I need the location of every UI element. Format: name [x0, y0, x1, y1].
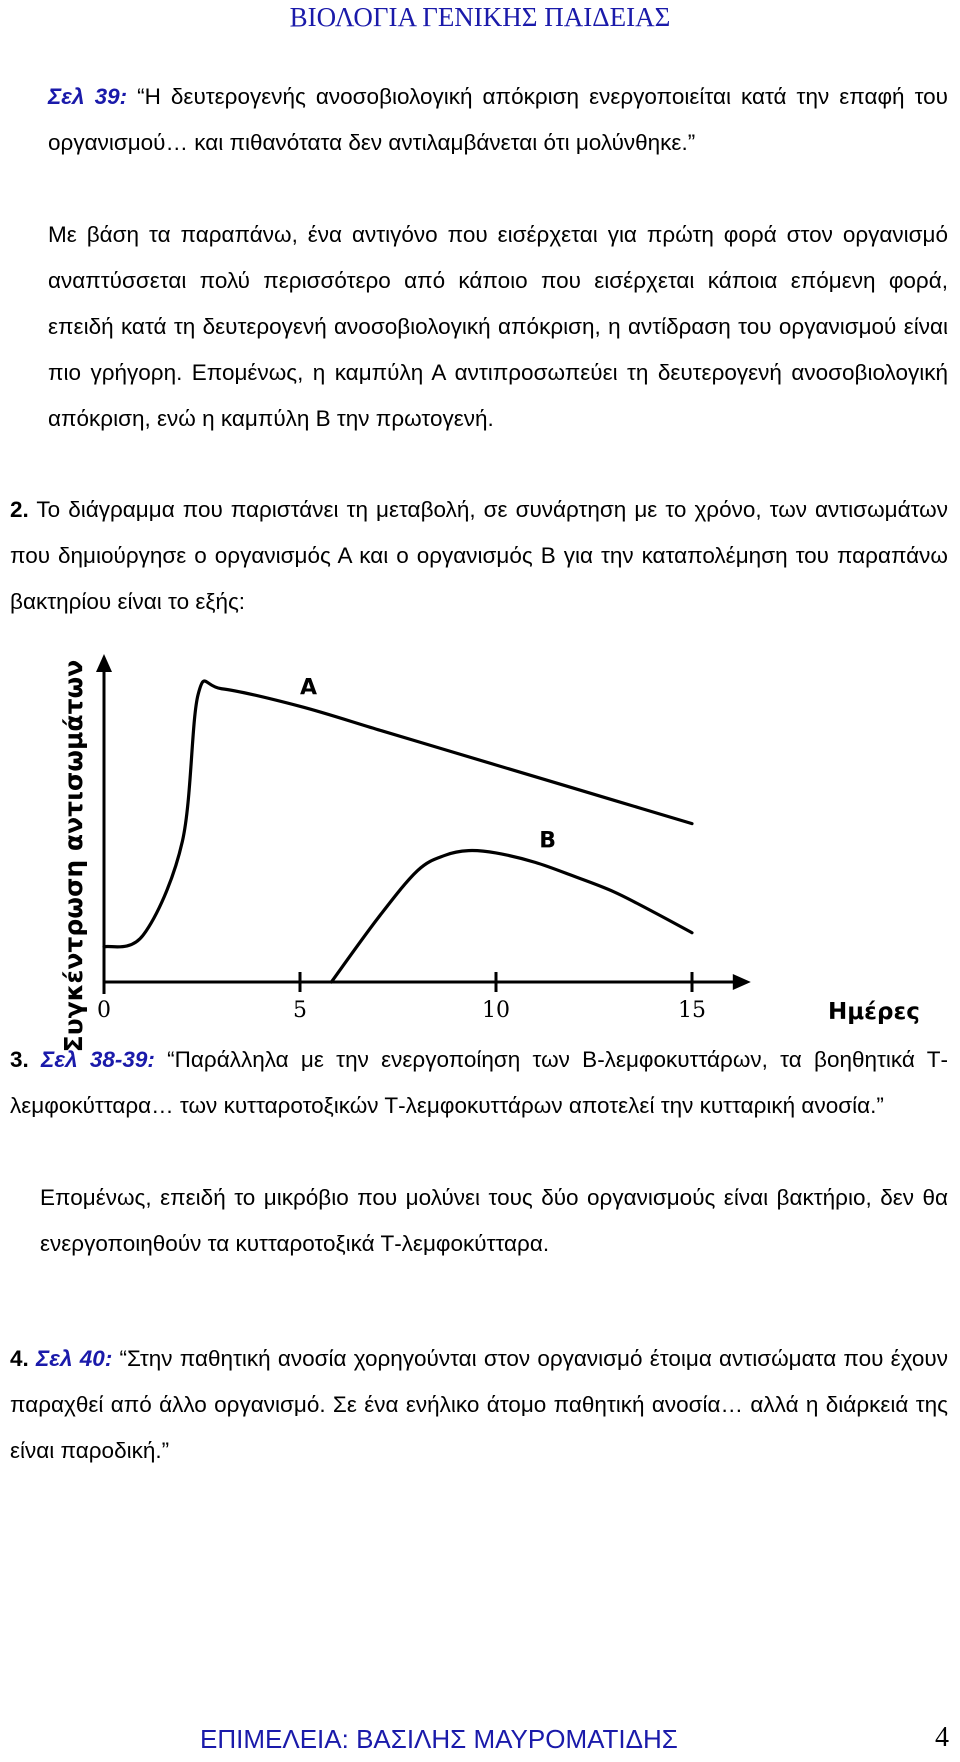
quote-text: “Στην παθητική ανοσία χορηγούνται στον οργανισμό έτοιμα αντισώματα που έχουν παραχθεί από άλλο οργανισμό. Σε ένα ενήλικο άτομο παθητική ανοσία… αλλά η διάρκειά της είναι παροδική.” [10, 1346, 948, 1463]
chart-series [104, 675, 692, 982]
chart-axes [96, 654, 751, 994]
quote-text: “Παράλληλα με την ενεργοποίηση των Β-λεμφοκυττάρων, τα βοηθητικά Τ-λεμφοκύτταρα… των κυτταροτοξικών Τ-λεμφοκυττάρων αποτελεί την κυτταρική ανοσία.” [10, 1047, 948, 1118]
x-axis-arrow [733, 974, 751, 990]
answer-text: Το διάγραμμα που παριστάνει τη μεταβολή, σε συνάρτηση με το χρόνο, των αντισωμάτων που δημιούργησε ο οργανισμός Α και ο οργανισμός Β για την καταπολέμηση του παραπάνω βακτηρίου είναι το εξής: [10, 497, 948, 614]
chart-ticks [97, 972, 706, 1023]
x-tick-label: 0 [97, 998, 111, 1023]
x-axis-label: Ημέρες [828, 999, 920, 1025]
page-reference: Σελ 39: [48, 84, 128, 109]
series-label-b: Β [539, 828, 556, 854]
series-label-a: Α [300, 675, 318, 701]
quote-text: “Η δευτερογενής ανοσοβιολογική απόκριση ενεργοποιείται κατά την επαφή του οργανισμού… και πιθανότατα δεν αντιλαμβάνεται ότι μολύνθηκε.” [48, 84, 948, 155]
item-number: 2. [10, 497, 29, 522]
explanation-paragraph: Με βάση τα παραπάνω, ένα αντιγόνο που εισέρχεται για πρώτη φορά στον οργανισμό αναπτύσσεται πολύ περισσότερο από κάποιο που εισέρχεται κάποια επόμενη φορά, επειδή κατά τη δευτερογενή ανοσοβιολογική απόκριση, η αντίδραση του οργανισμού είναι πιο γρήγορη. Επομένως, η καμπύλη Α αντιπροσωπεύει τη δευτερογενή ανοσοβιολογική απόκριση, ενώ η καμπύλη Β την πρωτογενή. [48, 222, 948, 431]
answer-3-paragraph [10, 1037, 948, 1129]
answer-2-paragraph [10, 487, 948, 625]
item-number: 4. [10, 1346, 29, 1371]
y-axis-arrow [96, 654, 112, 672]
page-reference: Σελ 38-39: [41, 1047, 155, 1072]
x-tick-label: 5 [293, 998, 307, 1023]
series-line-a [104, 681, 692, 947]
x-tick-label: 15 [678, 998, 706, 1023]
quote-paragraph-1 [48, 74, 948, 166]
page-number: 4 [935, 1722, 949, 1753]
answer-4-paragraph [10, 1336, 948, 1474]
page-header: ΒΙΟΛΟΓΙΑ ΓΕΝΙΚΗΣ ΠΑΙΔΕΙΑΣ [289, 2, 671, 32]
page-footer: ΕΠΙΜΕΛΕΙΑ: ΒΑΣΙΛΗΣ ΜΑΥΡΟΜΑΤΙΔΗΣ [200, 1724, 678, 1754]
conclusion-paragraph: Επομένως, επειδή το μικρόβιο που μολύνει τους δύο οργανισμούς είναι βακτήριο, δεν θα ενεργοποιηθούν τα κυτταροτοξικά Τ-λεμφοκύτταρα. [40, 1185, 948, 1256]
page-reference: Σελ 40: [36, 1346, 113, 1371]
series-line-b [331, 851, 692, 982]
item-number: 3. [10, 1047, 29, 1072]
y-axis-label: Συγκέντρωση αντισωμάτων [59, 659, 88, 1053]
x-tick-label: 10 [482, 998, 510, 1023]
